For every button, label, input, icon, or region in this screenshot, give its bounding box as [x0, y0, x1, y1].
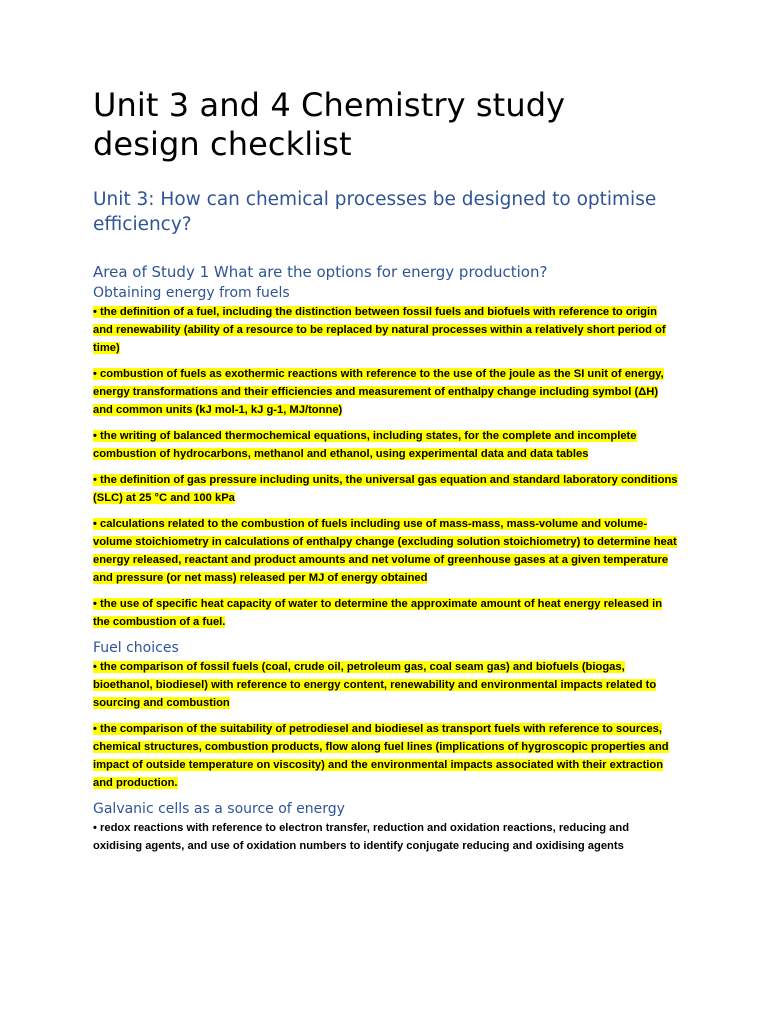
checklist-sections: [93, 284, 679, 855]
checklist-item: [93, 303, 679, 357]
checklist-section: [93, 800, 679, 855]
checklist-item-text: • the comparison of fossil fuels (coal, crude oil, petroleum gas, coal seam gas) and biofuels (biogas, bioethanol, biodiesel) with reference to energy content, renewability and environmental impacts related to sourcing and combustion: [93, 661, 657, 709]
checklist-item-text: • combustion of fuels as exothermic reactions with reference to the use of the joule as the SI unit of energy, energy transformations and their efficiencies and measurement of enthalpy change including symbol (ΔH) and common units (kJ mol-1, kJ g-1, MJ/tonne): [93, 368, 664, 416]
checklist-item: [93, 595, 679, 631]
checklist-item: [93, 365, 679, 419]
checklist-item: [93, 427, 679, 463]
checklist-item-text: • the comparison of the suitability of petrodiesel and biodiesel as transport fuels with reference to sources, chemical structures, combustion products, flow along fuel lines (implications of hygroscopic properties and impact of outside temperature on viscosity) and the environmental impacts associated with their extraction and production.: [93, 723, 669, 789]
checklist-item-text: • the writing of balanced thermochemical equations, including states, for the complete and incomplete combustion of hydrocarbons, methanol and ethanol, using experimental data and data tables: [93, 430, 637, 460]
checklist-item-text: • the definition of a fuel, including the distinction between fossil fuels and biofuels with reference to origin and renewability (ability of a resource to be replaced by natural processes within a relatively short period of time): [93, 306, 666, 354]
area-of-study-heading: Area of Study 1 What are the options for energy production?: [93, 263, 548, 281]
checklist-item: [93, 819, 679, 855]
checklist-section: [93, 284, 679, 631]
section-heading: Fuel choices: [93, 640, 179, 656]
checklist-section: [93, 639, 679, 792]
unit-heading: Unit 3: How can chemical processes be designed to optimise efficiency?: [93, 189, 657, 235]
document-body: [93, 86, 679, 863]
checklist-item-text: • calculations related to the combustion of fuels including use of mass-mass, mass-volume and volume-volume stoichiometry in calculations of enthalpy change (excluding solution stoichiometry) to determine heat energy released, reactant and product amounts and net volume of greenhouse gases at a given temperature and pressure (or net mass) released per MJ of energy obtained: [93, 518, 677, 584]
checklist-item: [93, 658, 679, 712]
section-heading: Obtaining energy from fuels: [93, 285, 290, 301]
section-heading: Galvanic cells as a source of energy: [93, 801, 345, 817]
checklist-item: [93, 515, 679, 587]
checklist-item: [93, 720, 679, 792]
document-title: Unit 3 and 4 Chemistry study design checklist: [93, 86, 566, 163]
checklist-item-text: • the definition of gas pressure including units, the universal gas equation and standard laboratory conditions (SLC) at 25 °C and 100 kPa: [93, 474, 678, 504]
checklist-item-text: • the use of specific heat capacity of water to determine the approximate amount of heat energy released in the combustion of a fuel.: [93, 598, 663, 628]
checklist-item: [93, 471, 679, 507]
checklist-item-text: • redox reactions with reference to electron transfer, reduction and oxidation reactions, reducing and oxidising agents, and use of oxidation numbers to identify conjugate reducing and oxidising agents: [93, 822, 630, 852]
